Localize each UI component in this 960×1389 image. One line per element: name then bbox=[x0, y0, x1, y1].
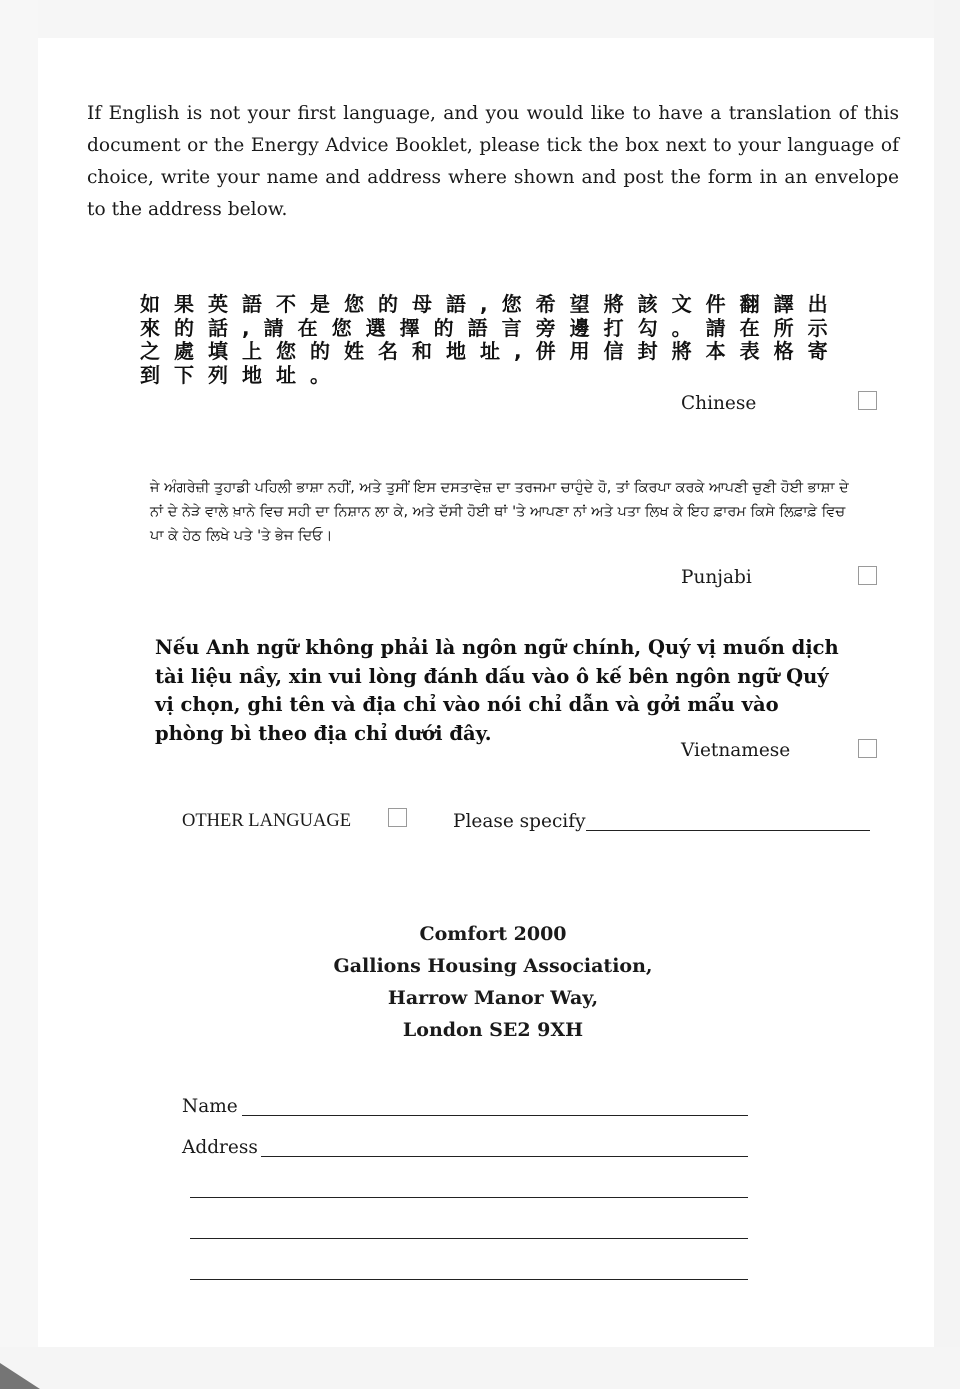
punjabi-checkbox[interactable] bbox=[858, 566, 877, 585]
other-language-checkbox[interactable] bbox=[388, 808, 407, 827]
address-line-2: Gallions Housing Association, bbox=[333, 955, 653, 977]
return-address bbox=[280, 918, 706, 1046]
name-label: Name bbox=[182, 1096, 238, 1117]
name-line[interactable] bbox=[242, 1115, 748, 1116]
address-line-1: Comfort 2000 bbox=[419, 923, 567, 945]
other-language-label: OTHER LANGUAGE bbox=[182, 811, 352, 831]
please-specify-label: Please specify bbox=[453, 811, 586, 832]
address-line-4: London SE2 9XH bbox=[402, 1019, 584, 1041]
address-line-field-1[interactable] bbox=[261, 1156, 748, 1157]
vietnamese-checkbox[interactable] bbox=[858, 739, 877, 758]
address-line-3: Harrow Manor Way, bbox=[387, 987, 599, 1009]
chinese-label: Chinese bbox=[681, 393, 757, 414]
page-border-left bbox=[0, 0, 38, 1389]
punjabi-label: Punjabi bbox=[681, 567, 752, 588]
address-line-field-4[interactable] bbox=[190, 1279, 748, 1280]
address-line-field-3[interactable] bbox=[190, 1238, 748, 1239]
vietnamese-paragraph: Nếu Anh ngữ không phải là ngôn ngữ chính, Quý vị muốn dịch tài liệu nầy, xin vui lòng đánh dấu vào ô kế bên ngôn ngữ Quý vị chọn, ghi tên và địa chỉ vào nói chỉ dẫn và gởi mẩu vào phòng bì theo địa chỉ dưới đây. bbox=[155, 636, 839, 745]
chinese-checkbox[interactable] bbox=[858, 391, 877, 410]
intro-paragraph: If English is not your first language, and you would like to have a translation of this document or the Energy Advice Booklet, please tick the box next to your language of choice, write your name and address where shown and post the form in an envelope to the address below. bbox=[87, 103, 899, 220]
please-specify-line[interactable] bbox=[586, 830, 870, 831]
page-border-top bbox=[0, 0, 960, 38]
chinese-paragraph: 如果英語不是您的母語,您希望將該文件翻譯出來的話,請在您選擇的語言旁邊打勾。請在所示之處填上您的姓名和地址,併用信封將本表格寄到下列地址。 bbox=[140, 292, 842, 387]
punjabi-paragraph: ਜੇ ਅੰਗਰੇਜ਼ੀ ਤੁਹਾਡੀ ਪਹਿਲੀ ਭਾਸ਼ਾ ਨਹੀਂ, ਅਤੇ ਤੁਸੀਂ ਇਸ ਦਸਤਾਵੇਜ਼ ਦਾ ਤਰਜਮਾ ਚਾਹੁੰਦੇ ਹੋ, ਤਾਂ ਕਿਰਪਾ ਕਰਕੇ ਆਪਣੀ ਚੁਣੀ ਹੋਈ ਭਾਸ਼ਾ ਦੇ ਨਾਂ ਦੇ ਨੇੜੇ ਵਾਲੇ ਖ਼ਾਨੇ ਵਿਚ ਸਹੀ ਦਾ ਨਿਸ਼ਾਨ ਲਾ ਕੇ, ਅਤੇ ਦੱਸੀ ਹੋਈ ਥਾਂ 'ਤੇ ਆਪਣਾ ਨਾਂ ਅਤੇ ਪਤਾ ਲਿਖ ਕੇ ਇਹ ਫ਼ਾਰਮ ਕਿਸੇ ਲਿਫ਼ਾਫ਼ੇ ਵਿਚ ਪਾ ਕੇ ਹੇਠ ਲਿਖੇ ਪਤੇ 'ਤੇ ਭੇਜ ਦਿਓ। bbox=[150, 480, 849, 544]
address-label: Address bbox=[182, 1137, 258, 1158]
vietnamese-label: Vietnamese bbox=[681, 740, 791, 761]
page-border-right bbox=[934, 0, 960, 1389]
page-border-bottom bbox=[0, 1347, 960, 1389]
address-line-field-2[interactable] bbox=[190, 1197, 748, 1198]
page-corner-shadow bbox=[0, 1363, 40, 1389]
